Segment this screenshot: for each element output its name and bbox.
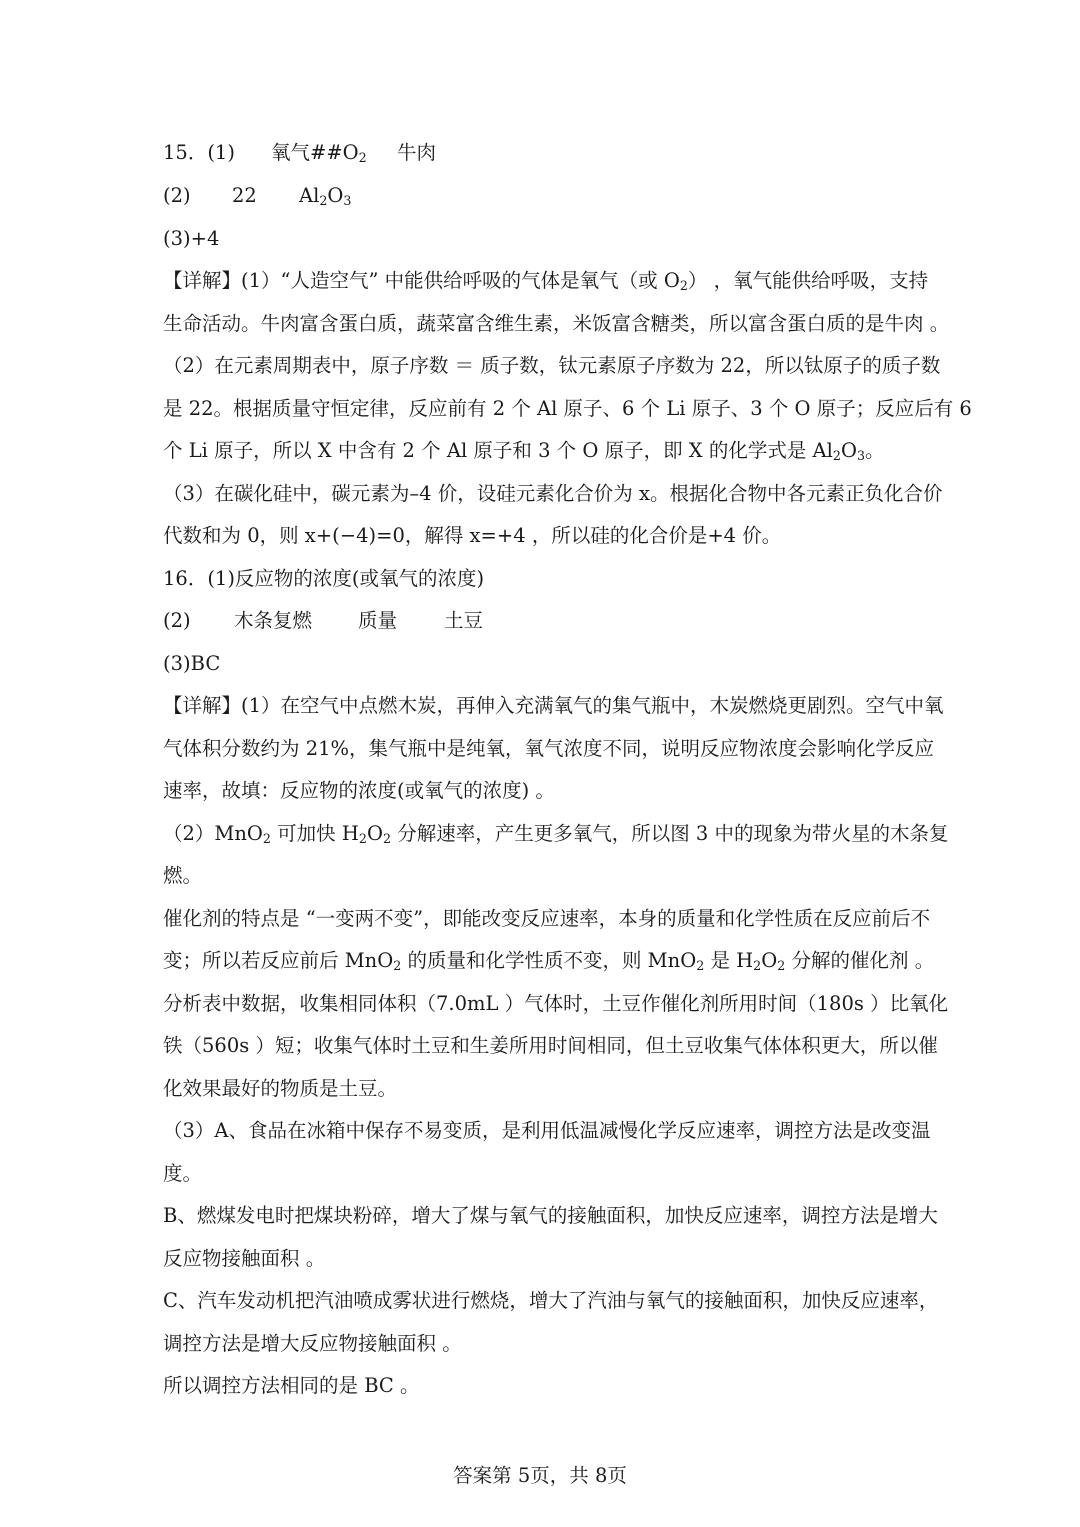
q16-detail-line: 速率，故填：反应物的浓度(或氧气的浓度) 。	[163, 779, 555, 802]
q16-detail-line: 变；所以若反应前后 MnO$_2$ 的质量和化学性质不变，则 MnO$_2$ 是 $H_2O_2$ 分解的催化剂 。	[163, 949, 935, 974]
q16-detail-line: 催化剂的特点是 “一变两不变”，即能改变反应速率，本身的质量和化学性质在反应前后不	[163, 907, 931, 930]
q16-answer-1: 16．(1)反应物的浓度(或氧气的浓度)	[163, 567, 485, 590]
q15-detail-line: 个 Li 原子，所以 X 中含有 2 个 Al 原子和 3 个 O 原子，即 X 的化学式是 $Al_2O_3$。	[163, 439, 885, 464]
q16-detail-line: （2）MnO$_2$ 可加快 $H_2O_2$ 分解速率，产生更多氧气，所以图 3 中的现象为带火星的木条复	[163, 822, 949, 847]
q16-answer-2: (2) 木条复燃 质量 土豆	[163, 609, 484, 632]
q16-detail-line: C、汽车发动机把汽油喷成雾状进行燃烧，增大了汽油与氧气的接触面积，加快反应速率，	[163, 1289, 939, 1312]
q16-detail-line: （3）A、食品在冰箱中保存不易变质，是利用低温减慢化学反应速率，调控方法是改变温	[163, 1119, 931, 1142]
q15-detail-line: 生命活动。牛肉富含蛋白质，蔬菜富含维生素，米饭富含糖类，所以富含蛋白质的是牛肉 。	[163, 312, 950, 335]
q15-answer-2: (2) 22 $Al_2O_3$	[163, 184, 352, 209]
q15-detail-line: （3）在碳化硅中，碳元素为–4 价，设硅元素化合价为 x。根据化合物中各元素正负化合价	[163, 482, 943, 505]
q15-detail-line: （2）在元素周期表中，原子序数 ＝ 质子数，钛元素原子序数为 22，所以钛原子的质子数	[163, 354, 941, 377]
q16-detail-line: 所以调控方法相同的是 BC 。	[163, 1374, 420, 1397]
q16-detail-line: 铁（560s ）短；收集气体时土豆和生姜所用时间相同，但土豆收集气体体积更大，所以催	[163, 1034, 938, 1057]
q16-detail-line: 燃。	[163, 864, 203, 887]
q16-detail-line: 【详解】(1）在空气中点燃木炭，再伸入充满氧气的集气瓶中，木炭燃烧更剧烈。空气中氧	[163, 694, 944, 717]
q15-answer-1b: 牛肉	[397, 141, 437, 164]
q15-answer-1a: 氧气$\#\#O_2$	[271, 141, 367, 166]
q16-detail-line: 调控方法是增大反应物接触面积 。	[163, 1332, 462, 1355]
page-footer: 答案第 5页，共 8页	[453, 1464, 627, 1487]
q15-formula: $Al_2O_3$	[299, 184, 352, 209]
q16-detail-line: 度。	[163, 1162, 203, 1185]
q15-answer-1	[163, 139, 923, 167]
q15-number: 15．(1)	[163, 141, 235, 164]
q16-answer-3: (3)BC	[163, 652, 221, 675]
q15-detail-line: 【详解】(1）“人造空气” 中能供给呼吸的气体是氧气（或 $O_2$） ，氧气能供给呼吸，支持	[163, 269, 929, 294]
q15-answer-3: (3)+4	[163, 227, 220, 250]
q15-detail-line: 是 22。根据质量守恒定律，反应前有 2 个 Al 原子、6 个 Li 原子、3 个 O 原子；反应后有 6	[163, 397, 972, 420]
q16-detail-line: B、燃煤发电时把煤块粉碎，增大了煤与氧气的接触面积，加快反应速率，调控方法是增大	[163, 1204, 938, 1227]
q15-detail-line: 代数和为 0，则 x+(−4)=0，解得 x=+4 ，所以硅的化合价是+4 价。	[163, 524, 782, 547]
q16-detail-line: 气体积分数约为 21%，集气瓶中是纯氧，氧气浓度不同，说明反应物浓度会影响化学反应	[163, 737, 935, 760]
q16-detail-line: 化效果最好的物质是土豆。	[163, 1077, 398, 1100]
q16-detail-line: 分析表中数据，收集相同体积（7.0mL ）气体时，土豆作催化剂所用时间（180s ）比氧化	[163, 992, 949, 1015]
q16-detail-line: 反应物接触面积 。	[163, 1247, 326, 1270]
